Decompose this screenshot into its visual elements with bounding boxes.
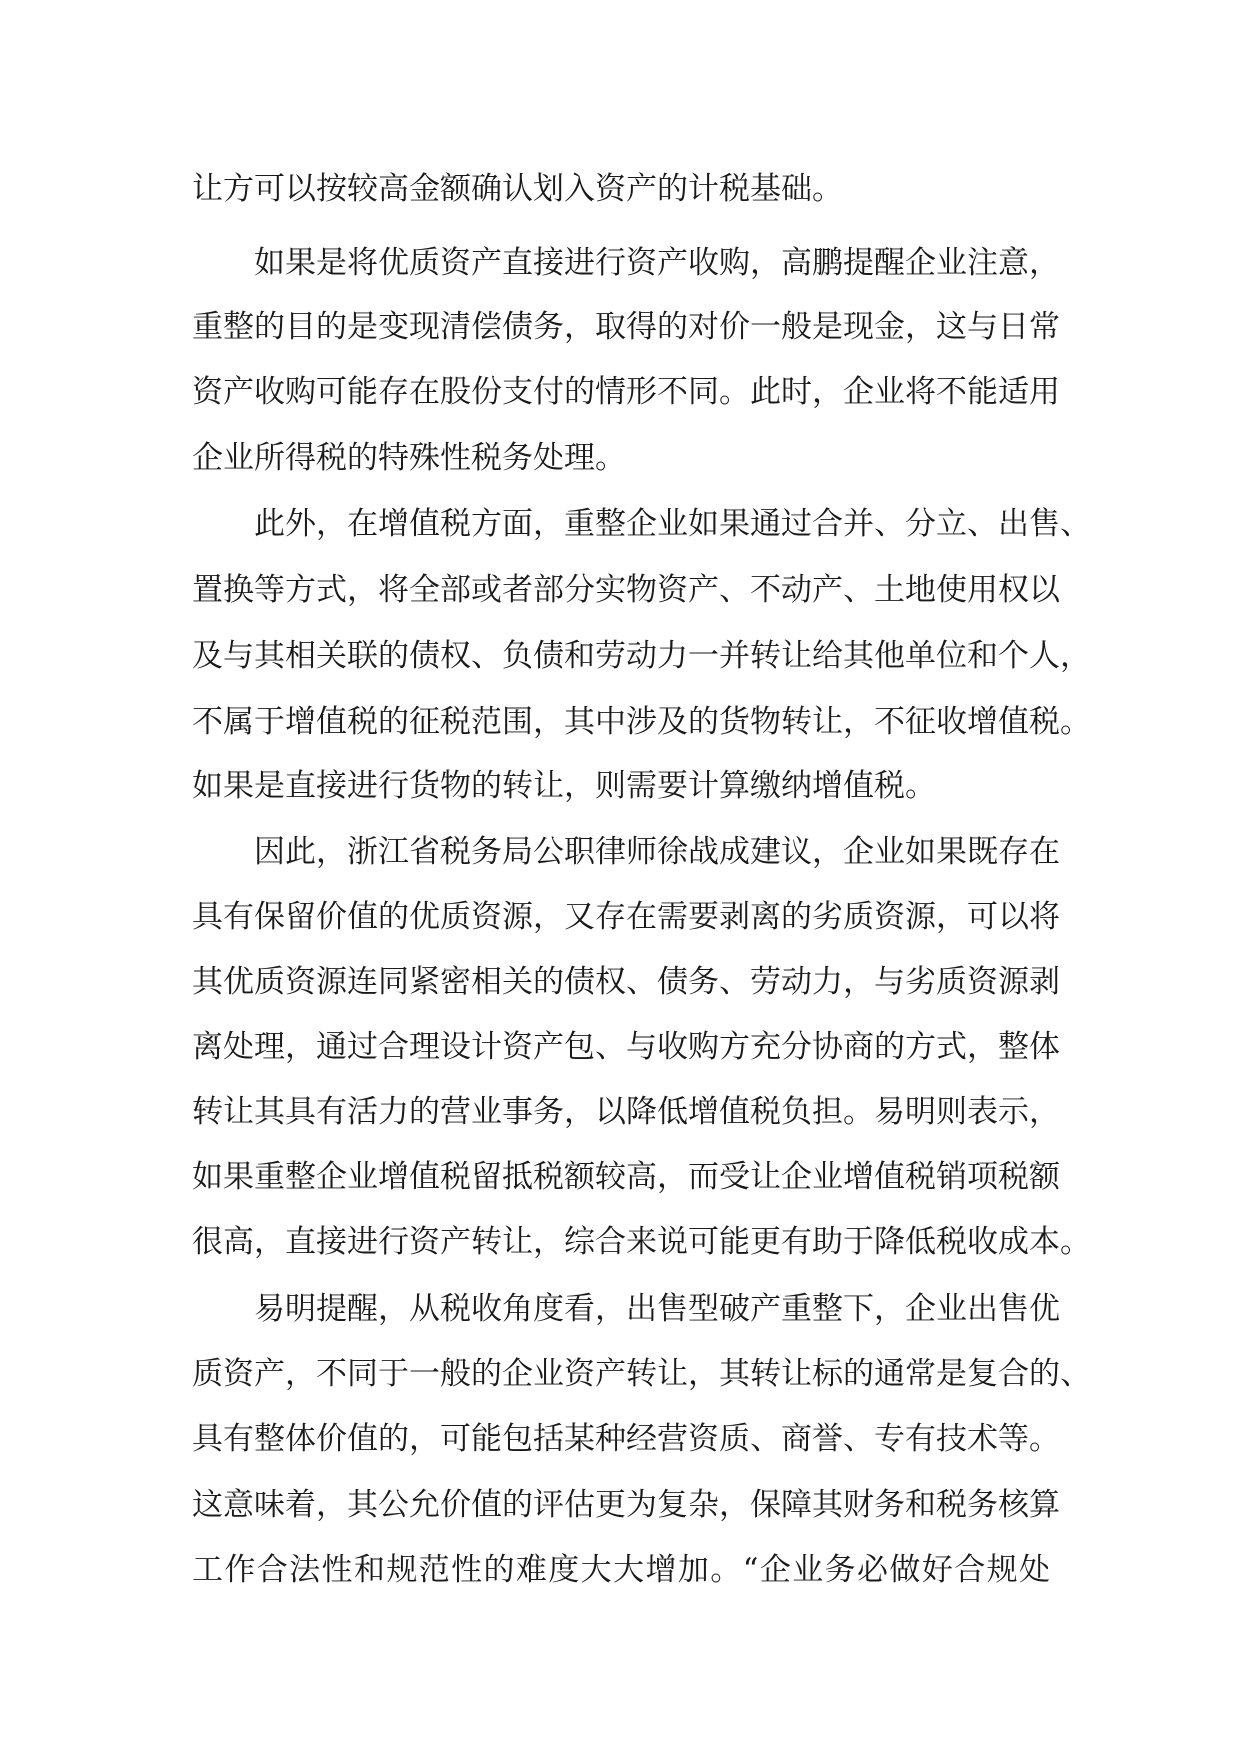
text-line: 很高，直接进行资产转让，综合来说可能更有助于降低税收成本。 xyxy=(192,1224,1091,1260)
text-line: 易明提醒，从税收角度看，出售型破产重整下，企业出售优 xyxy=(254,1291,1060,1327)
text-line: 具有整体价值的，可能包括某种经营资质、商誉、专有技术等。 xyxy=(192,1421,1060,1457)
text-line: 如果重整企业增值税留抵税额较高，而受让企业增值税销项税额 xyxy=(192,1159,1060,1195)
text-line: 质资产，不同于一般的企业资产转让，其转让标的通常是复合的、 xyxy=(192,1356,1091,1392)
text-line: 转让其具有活力的营业事务，以降低增值税负担。易明则表示， xyxy=(192,1094,1060,1130)
text-line: 让方可以按较高金额确认划入资产的计税基础。 xyxy=(192,171,843,207)
text-line: 因此，浙江省税务局公职律师徐战成建议，企业如果既存在 xyxy=(254,834,1060,870)
text-line: 及与其相关联的债权、负债和劳动力一并转让给其他单位和个人， xyxy=(192,638,1091,674)
text-line: 其优质资源连同紧密相关的债权、债务、劳动力，与劣质资源剥 xyxy=(192,964,1060,1000)
text-line: 离处理，通过合理设计资产包、与收购方充分协商的方式，整体 xyxy=(192,1029,1060,1065)
text-line: 置换等方式，将全部或者部分实物资产、不动产、土地使用权以 xyxy=(192,572,1060,608)
text-line: 企业所得税的特殊性税务处理。 xyxy=(192,440,626,476)
text-line: 不属于增值税的征税范围，其中涉及的货物转让，不征收增值税。 xyxy=(192,704,1091,740)
text-line: 工作合法性和规范性的难度大大增加。“企业务必做好合规处 xyxy=(192,1552,1050,1588)
text-line: 这意味着，其公允价值的评估更为复杂，保障其财务和税务核算 xyxy=(192,1487,1060,1523)
text-line: 资产收购可能存在股份支付的情形不同。此时，企业将不能适用 xyxy=(192,374,1060,410)
text-line: 具有保留价值的优质资源，又存在需要剥离的劣质资源，可以将 xyxy=(192,899,1060,935)
text-line: 如果是将优质资产直接进行资产收购，高鹏提醒企业注意， xyxy=(254,245,1060,281)
text-line: 重整的目的是变现清偿债务，取得的对价一般是现金，这与日常 xyxy=(192,309,1060,345)
text-line: 此外，在增值税方面，重整企业如果通过合并、分立、出售、 xyxy=(254,506,1091,542)
text-line: 如果是直接进行货物的转让，则需要计算缴纳增值税。 xyxy=(192,768,936,804)
